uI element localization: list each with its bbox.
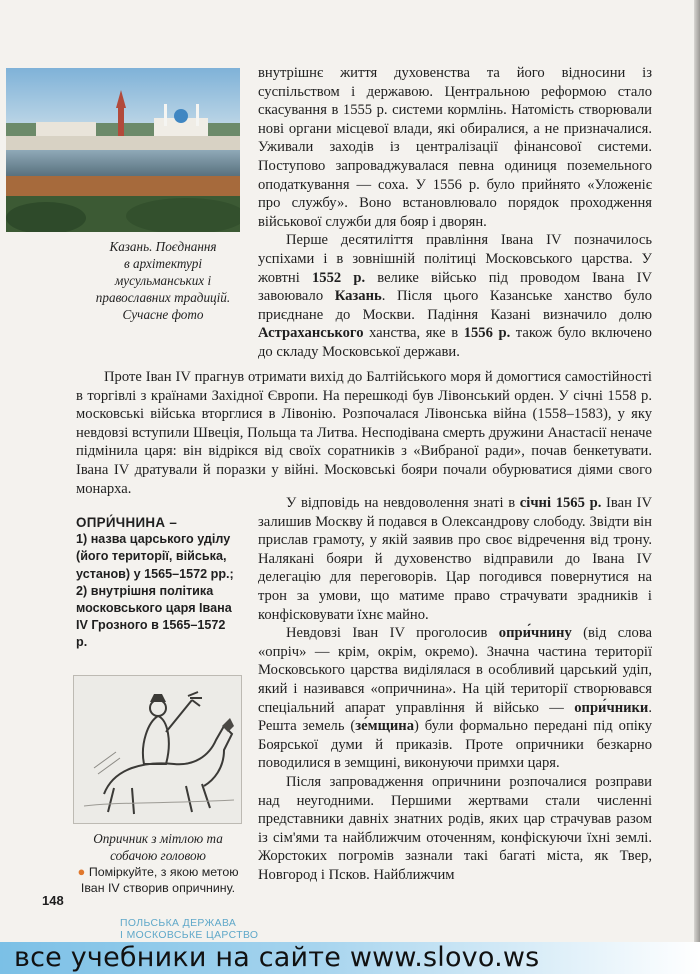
paragraph: Після запровадження опричнини розпочалися розправи над неугодними. Першими жертвами стали численні представники давніх знатних родів, яких цар страчував разом із сім'ями та найближчим оточенням, конфіскуючи їхні землі. Жорстоких погромів зазнали такі багаті міста, як Твер, Новгород і Псков. Найближчим	[258, 773, 652, 883]
bold-term: опри́чнину	[498, 625, 572, 642]
definition-item: 2) внутрішня політика московського царя Івана IV Грозного в 1565–1572 р.	[76, 583, 232, 650]
text-span: ханства, яке в	[363, 325, 464, 342]
bold-term: Казань	[334, 288, 382, 305]
paragraph: Проте Іван IV прагнув отримати вихід до Балтійського моря й домогтися самостійності в торгівлі з країнами Західної Європи. На перешкоді був Лівонський орден. У січні 1558 р. московські війська вторглися в Лівонію. Розпочалася Лівонська війна (1558–1583), у яку невдовзі вступили Швеція, Польща та Литва. Несподівана смерть дружини Анастасії неначе підмінила царя: він відрікся від своїх соратників з «Вибраної ради», почав бенкетувати. Івана IV дратували й поразки у війні. Московські бояри почали обурюватися діями свого монарха.	[76, 369, 652, 497]
definition-item: 1) назва царського уділу (його території, війська, установ) у 1565–1572 рр.;	[76, 532, 234, 581]
text-span: У відповідь на невдоволення знаті в	[286, 495, 520, 511]
section-title-line: І МОСКОВСЬКЕ ЦАРСТВО	[120, 930, 259, 941]
photo-caption-line: Казань. Поєднання	[109, 239, 217, 254]
photo-caption-line: мусульманських і	[114, 273, 212, 288]
banner-text: все учебники на сайте www.slovo.ws	[14, 942, 540, 973]
text-span: . Решта земель (	[258, 699, 652, 735]
photo-caption-line: православних традицій.	[95, 290, 231, 305]
photo-caption-line: Сучасне фото	[122, 307, 204, 322]
photo-caption-line: в архітектурі	[124, 256, 202, 271]
text-span: Невдовзі Іван IV проголосив	[286, 625, 499, 642]
oprichnik-drawing	[73, 675, 242, 824]
text-block-3	[258, 494, 652, 884]
section-title	[120, 918, 258, 942]
task-text: Поміркуйте, з якою метою Іван IV створив опричнину.	[80, 865, 239, 895]
definition-term: ОПРИ́ЧНИНА –	[76, 515, 178, 530]
drawing-caption-line: Опричник з мітлою та	[93, 831, 223, 846]
text-span: велике військо під проводом Івана IV завоювало	[258, 269, 652, 305]
bold-term: опри́чники	[574, 699, 649, 716]
text-span: Іван IV залишив Москву й подався в Олександрову слободу. Звідти він прислав грамоту, у якій заявив про своє відречення від трону. Налякані бояри й духовенство відправили до Івана IV делегацію для переговорів. Цар погодився повернутися на трон за умови, що матиме право страчувати зрадників і конфісковувати їхнє майно.	[258, 495, 652, 623]
text-span: також було включено до складу Московської держави.	[258, 325, 652, 360]
paragraph: внутрішнє життя духовенства та його відносини із суспільством і державою. Центральною реформою стало скасування в 1555 р. системи кормлінь. Натомість створювали нові органи місцевої влади, які обиралися, а не призначалися. Уживали заходів із централізації фінансової системи. Поступово запроваджувалася певна одиниця поземельного оподаткування — соха. У 1556 р. було прийнято «Уложеніє про службу». Воно встановлювало порядок проходження військової служби для бояр і дворян.	[258, 65, 652, 230]
definition-box	[76, 514, 238, 652]
text-span: (від слова «опріч» — крім, окрім, окремо). Значна частина території Московського царства виділялася в особливий царський удіп, який і називався «опричнина». На цій території створювався спеціальний апарат управління й військо —	[258, 625, 652, 716]
watermark-banner	[0, 942, 700, 974]
text-span: . Після цього Казанське ханство було приєднане до Москви. Падіння Казані визначило долю	[258, 288, 652, 323]
kazan-photo	[6, 68, 240, 232]
page-number: 148	[42, 893, 64, 908]
drawing-caption	[78, 830, 238, 864]
paragraph	[258, 231, 652, 361]
paragraph	[258, 624, 652, 773]
photo-caption	[80, 238, 246, 323]
page-edge	[694, 0, 700, 974]
task-question	[76, 864, 240, 896]
drawing-caption-line: собачою головою	[110, 848, 206, 863]
text-block-1	[258, 64, 652, 362]
bold-term: зе́мщина	[355, 718, 414, 735]
paragraph	[258, 494, 652, 624]
text-block-2	[76, 368, 652, 498]
bold-term: січні 1565 р.	[519, 495, 602, 511]
bullet-icon: ●	[77, 864, 86, 879]
bold-term: 1556 р.	[463, 325, 511, 342]
text-span: ) були формально передані під опіку Боярської думи й приказів. Проте опричники безкарно поводилися в земщині, виконуючи примхи царя.	[258, 718, 652, 772]
section-title-line: ПОЛЬСЬКА ДЕРЖАВА	[120, 918, 237, 929]
bold-term: Астраханського	[258, 325, 364, 342]
text-span: Перше десятиліття правління Івана IV позначилось успіхами і в зовнішній політиці Московського царства. У жовтні	[258, 232, 652, 286]
bold-term: 1552 р.	[311, 269, 366, 286]
